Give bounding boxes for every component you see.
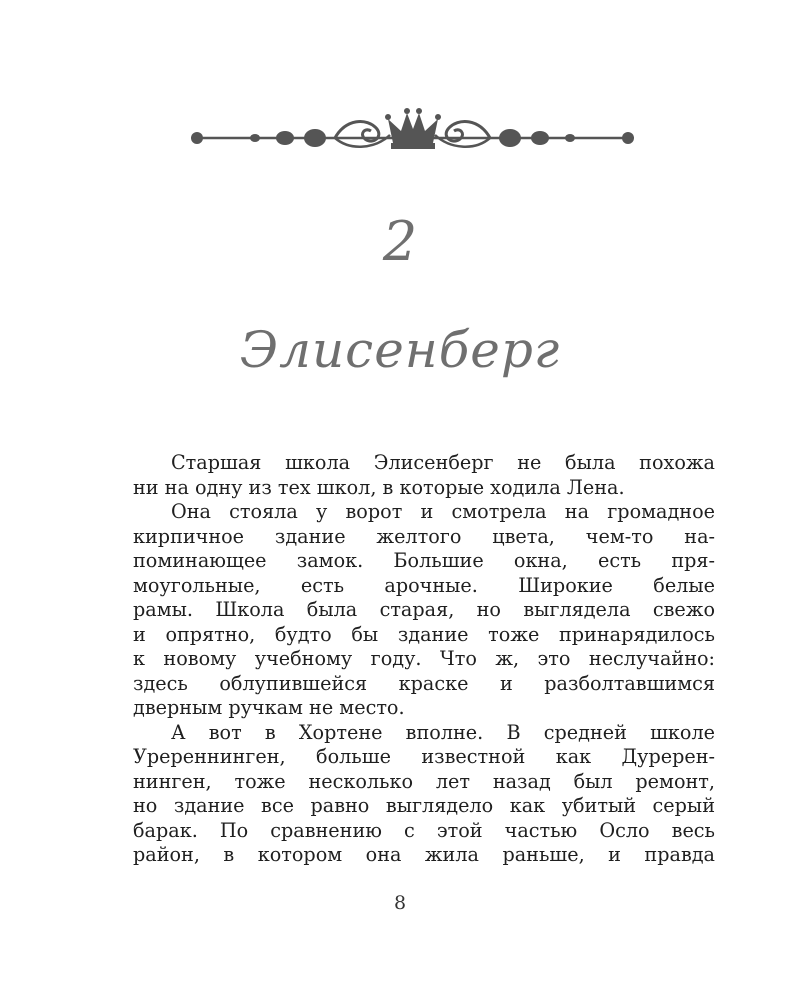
chapter-number: 2	[382, 210, 418, 273]
text-line: поминающее замок. Большие окна, есть пря-	[133, 549, 715, 572]
text-line: к новому учебному году. Что ж, это неслучайно:	[133, 647, 715, 670]
body-text	[133, 451, 715, 868]
page-number: 8	[393, 892, 407, 914]
text-line: Старшая школа Элисенберг не была похожа	[171, 451, 715, 474]
text-line: но здание все равно выглядело как убитый серый	[133, 794, 715, 817]
text-line: здесь облупившейся краске и разболтавшимся	[133, 671, 715, 695]
text-line: моугольные, есть арочные. Широкие белые	[133, 573, 715, 597]
text-line: дверным ручкам не место.	[133, 696, 405, 719]
text-line: и опрятно, будто бы здание тоже принарядилось	[133, 622, 715, 646]
text-line: район, в котором она жила раньше, и правда	[133, 843, 715, 866]
text-line: кирпичное здание желтого цвета, чем-то на-	[133, 524, 715, 548]
text-line: Она стояла у ворот и смотрела на громадное	[171, 500, 715, 523]
text-line: ни на одну из тех школ, в которые ходила Лена.	[133, 475, 625, 499]
chapter-title: Элисенберг	[239, 321, 561, 379]
crown-flourish-icon	[185, 105, 640, 165]
text-line: А вот в Хортене вполне. В средней школе	[171, 720, 715, 744]
text-line: Уререннинген, больше известной как Дуререн-	[133, 745, 715, 768]
text-line: барак. По сравнению с этой частью Осло весь	[133, 818, 715, 842]
text-line: рамы. Школа была старая, но выглядела свежо	[133, 598, 715, 621]
text-line: нинген, тоже несколько лет назад был ремонт,	[133, 769, 715, 793]
